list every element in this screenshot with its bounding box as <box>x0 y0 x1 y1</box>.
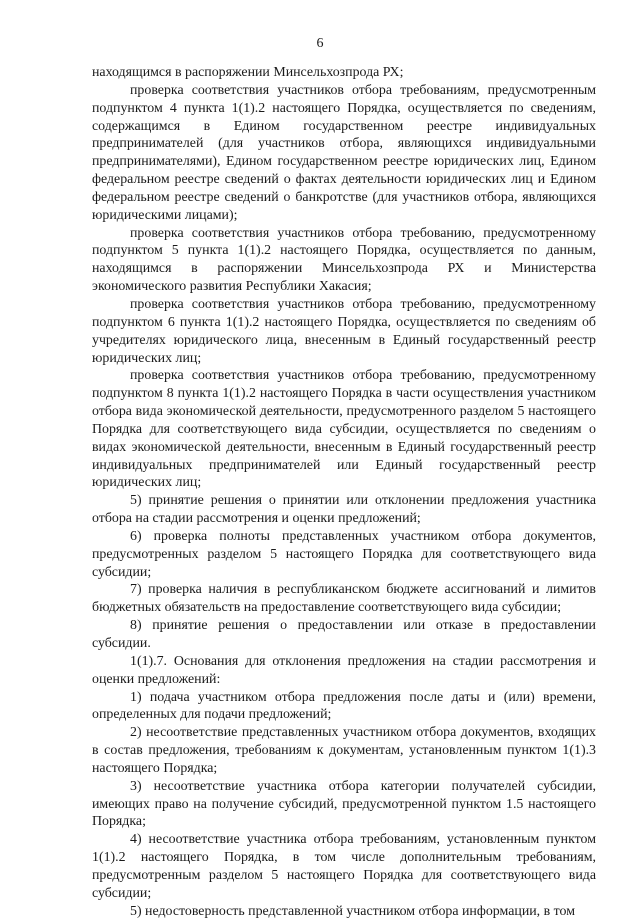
paragraph-ground-2: 2) несоответствие представленных участником отбора документов, входящих в состав предложения, требованиям к документам, установленным пунктом 1(1).3 настоящего Порядка; <box>92 725 596 776</box>
paragraph-check-subpoint-8: проверка соответствия участников отбора требованию, предусмотренному подпунктом 8 пункта 1(1).2 настоящего Порядка в части осуществления участником отбора вида экономической деятельности, предусмотренного разделом 5 настоящего Порядка для соответствующего вида субсидии, осуществляется по сведениям о видах экономической деятельности, внесенным в Единый государственный реестр индивидуальных предпринимателей или Единый государственный реестр юридических лиц; <box>92 368 596 491</box>
paragraph-ground-4: 4) несоответствие участника отбора требованиям, установленным пунктом 1(1).2 настоящего Порядка, в том числе дополнительным требованиям, предусмотренным разделом 5 настоящего Порядка для соответствующего вида субсидии; <box>92 832 596 901</box>
paragraph-section-1-1-7: 1(1).7. Основания для отклонения предложения на стадии рассмотрения и оценки предложений: <box>92 653 596 687</box>
paragraph-ground-5: 5) недостоверность представленной участником отбора информации, в том <box>130 903 576 919</box>
page-number: 6 <box>316 36 324 51</box>
paragraph-item-6-completeness: 6) проверка полноты представленных участником отбора документов, предусмотренных разделом 5 настоящего Порядка для соответствующего вида субсидии; <box>92 528 596 580</box>
paragraph-check-subpoint-4: проверка соответствия участников отбора требованиям, предусмотренным подпунктом 4 пункта 1(1).2 настоящего Порядка, осуществляется по сведениям, содержащимся в Едином государственном реестре индивидуальных предпринимателей (для участников отбора, являющихся индивидуальными предпринимателями), Едином государственном реестре юридических лиц, Едином федеральном реестре сведений о фактах деятельности юридических лиц и Едином федеральном реестре сведений о банкротстве (для участников отбора, являющихся юридическими лицами); <box>92 82 596 223</box>
paragraph-item-5-decision: 5) принятие решения о принятии или отклонении предложения участника отбора на стадии рассмотрения и оценки предложений; <box>92 493 596 527</box>
paragraph-item-8-grant-decision: 8) принятие решения о предоставлении или отказе в предоставлении субсидии. <box>92 618 596 651</box>
paragraph-check-subpoint-5: проверка соответствия участников отбора требованию, предусмотренному подпунктом 5 пункта 1(1).2 настоящего Порядка, осуществляется по данным, находящимся в распоряжении Минсельхозпрода РХ и Министерства экономического развития Республики Хакасия; <box>92 225 596 295</box>
paragraph-item-7-budget: 7) проверка наличия в республиканском бюджете ассигнований и лимитов бюджетных обязательств на предоставление соответствующего вида субсидии; <box>92 582 596 616</box>
paragraph-continuation: находящимся в распоряжении Минсельхозпрода РХ; <box>92 65 404 80</box>
paragraph-ground-1: 1) подача участником отбора предложения после даты и (или) времени, определенных для подачи предложений; <box>92 689 596 723</box>
document-body <box>92 64 596 921</box>
paragraph-ground-3: 3) несоответствие участника отбора категории получателей субсидии, имеющих право на получение субсидий, предусмотренной пунктом 1.5 настоящего Порядка; <box>92 778 596 830</box>
paragraph-check-subpoint-6: проверка соответствия участников отбора требованию, предусмотренному подпунктом 6 пункта 1(1).2 настоящего Порядка, осуществляется по сведениям об учредителях юридического лица, внесенным в Единый государственный реестр юридических лиц; <box>92 296 596 366</box>
